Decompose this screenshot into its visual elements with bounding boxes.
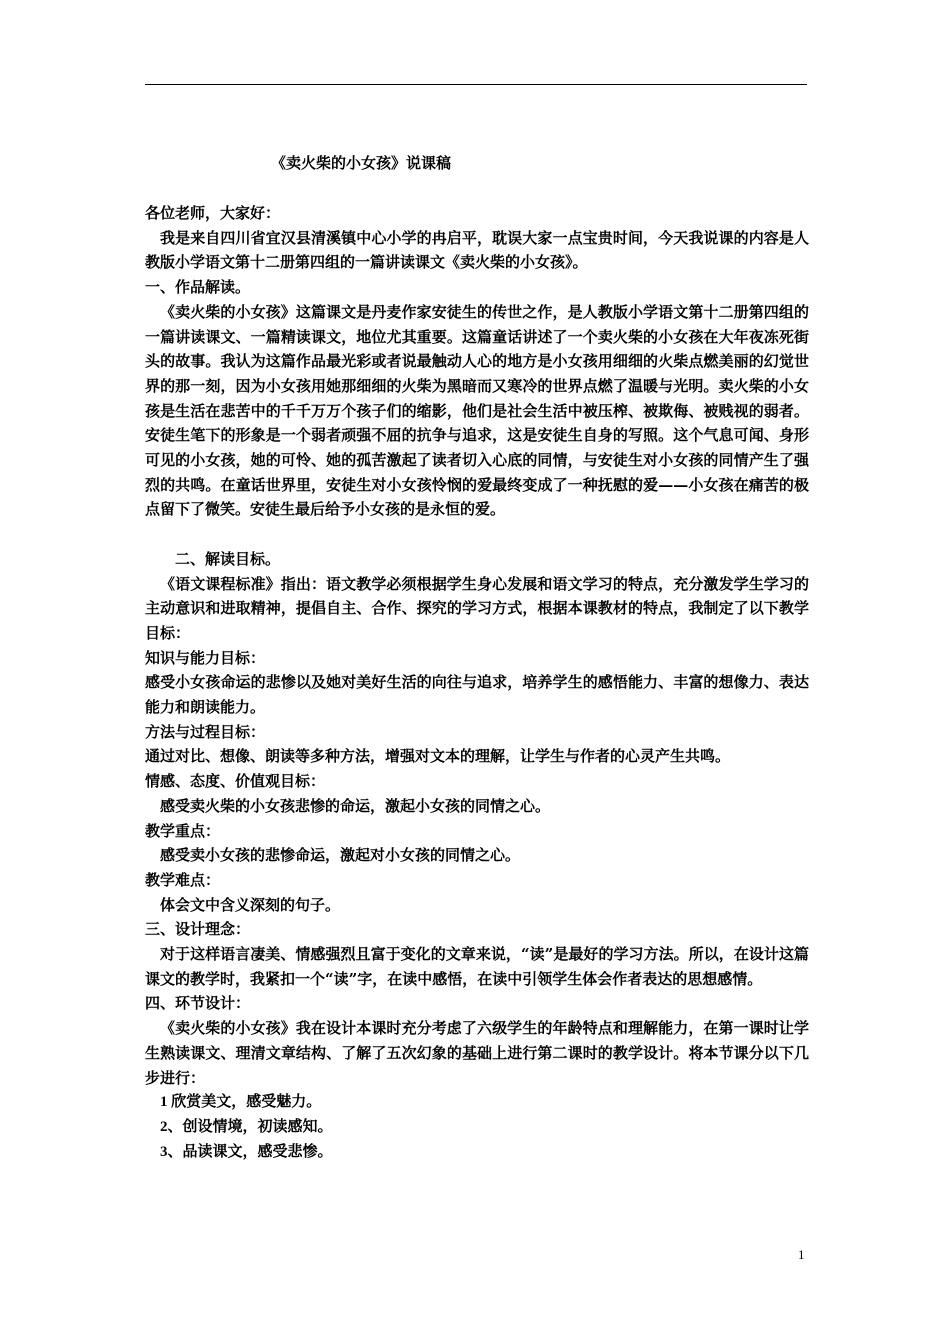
- key-point-text: 感受卖小女孩的悲惨命运，激起对小女孩的同情之心。: [160, 846, 521, 865]
- goal-text-method: 通过对比、想像、朗读等多种方法，增强对文本的理解，让学生与作者的心灵产生共鸣。: [145, 747, 731, 766]
- blank-line: [145, 522, 809, 547]
- section-heading-1: 一、作品解读。: [145, 278, 251, 297]
- step-item-1: 1 欣赏美文，感受魅力。: [160, 1094, 322, 1111]
- interpretation-paragraph: 《卖火柴的小女孩》这篇课文是丹麦作家安徒生的传世之作，是人教版小学语文第十二册第四组的一篇讲读课文、一篇精读课文，地位尤其重要。这篇童话讲述了一个卖火柴的小女孩在大年夜冻死街头的故事。我认为这篇作品最光彩或者说最触动人心的地方是小女孩用细细的火柴点燃美丽的幻觉世界的那一刻，因为小女孩用她那细细的火柴为黑暗而又寒冷的世界点燃了温暖与光明。卖火柴的小女孩是生活在悲苦中的千千万万个孩子们的缩影，他们是社会生活中被压榨、被欺侮、被贱视的弱者。安徒生笔下的形象是一个弱者顽强不屈的抗争与追求，这是安徒生自身的写照。这个气息可闻、身形可见的小女孩，她的可怜、她的孤苦激起了读者切入心底的同情，与安徒生对小女孩的同情产生了强烈的共鸣。在童话世界里，安徒生对小女孩怜悯的爱最终变成了一种抚慰的爱——小女孩在痛苦的极点留下了微笑。安徒生最后给予小女孩的是永恒的爱。: [145, 302, 809, 519]
- document-body: [145, 201, 809, 1164]
- header-rule: [145, 84, 807, 85]
- goal-text-emotion: 感受卖火柴的小女孩悲惨的命运，激起小女孩的同情之心。: [160, 796, 551, 815]
- page-number: 1: [798, 1247, 805, 1262]
- document-title: 《卖火柴的小女孩》说课稿: [271, 154, 452, 172]
- design-concept-paragraph: 对于这样语言凄美、情感强烈且富于变化的文章来说，“读”是最好的学习方法。所以，在设计这篇课文的教学时，我紧扣一个“读”字，在读中感悟，在读中引领学生体会作者表达的思想感情。: [145, 945, 809, 988]
- step-item-2: 2、创设情境，初读感知。: [160, 1119, 333, 1135]
- step-item-3: 3、品读课文，感受悲惨。: [160, 1143, 333, 1160]
- key-point-heading: 教学重点：: [145, 821, 221, 840]
- goal-heading-method: 方法与过程目标：: [145, 722, 266, 741]
- section-heading-2: 二、解读目标。: [175, 549, 281, 568]
- goal-heading-emotion: 情感、态度、价值观目标：: [145, 772, 326, 791]
- goal-heading-knowledge: 知识与能力目标：: [145, 648, 266, 667]
- difficulty-text: 体会文中含义深刻的句子。: [160, 895, 341, 914]
- section-heading-3: 三、设计理念：: [145, 920, 251, 939]
- goal-text-knowledge: 感受小女孩命运的悲惨以及她对美好生活的向往与追求，培养学生的感悟能力、丰富的想像力、表达能力和朗读能力。: [145, 673, 809, 717]
- steps-intro-paragraph: 《卖火柴的小女孩》我在设计本课时充分考虑了六级学生的年龄特点和理解能力，在第一课时让学生熟读课文、理清文章结构、了解了五次幻象的基础上进行第二课时的教学设计。将本节课分以下几步进行：: [145, 1019, 809, 1087]
- standards-paragraph: 《语文课程标准》指出：语文教学必须根据学生身心发展和语文学习的特点，充分激发学生学习的主动意识和进取精神，提倡自主、合作、探究的学习方式，根据本课教材的特点，我制定了以下教学目标：: [145, 574, 809, 642]
- section-heading-4: 四、环节设计：: [145, 994, 251, 1013]
- difficulty-heading: 教学难点：: [145, 870, 221, 889]
- greeting: 各位老师，大家好：: [145, 204, 281, 222]
- intro-paragraph: 我是来自四川省宜汉县清溪镇中心小学的冉启平，耽误大家一点宝贵时间，今天我说课的内容是人教版小学语文第十二册第四组的一篇讲读课文《卖火柴的小女孩》。: [145, 228, 809, 272]
